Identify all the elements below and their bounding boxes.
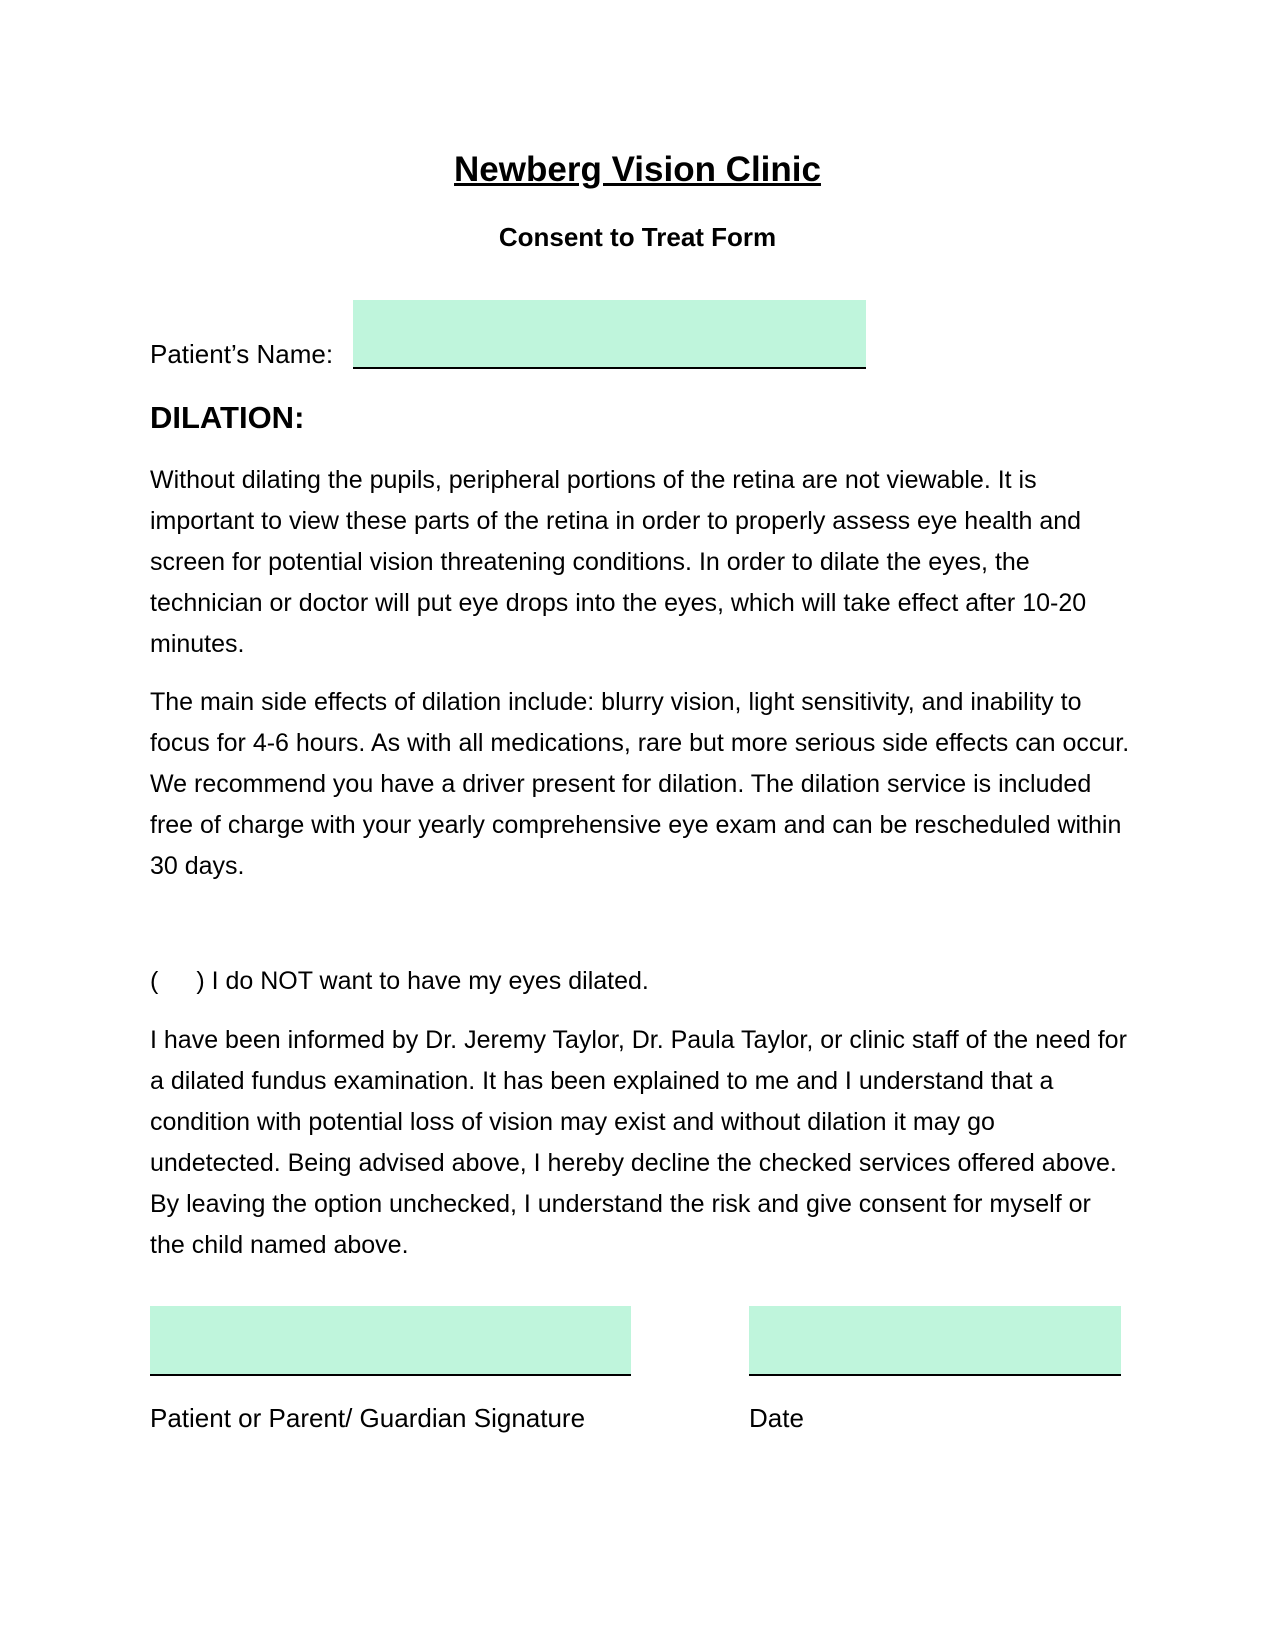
dilation-paragraph-2: The main side effects of dilation include: blurry vision, light sensitivity, and inability to focus for 4-6 hours. As with all medications, rare but more serious side effects can occur. We recommend you have a driver present for dilation. The dilation service is included free of charge with your yearly comprehensive eye exam and can be rescheduled within 30 days. (150, 688, 1130, 880)
decline-checkbox-open[interactable]: ( (150, 967, 159, 995)
patient-name-field[interactable] (353, 300, 866, 369)
date-underline (749, 1374, 1121, 1376)
clinic-name-title: Newberg Vision Clinic (454, 150, 821, 189)
dilation-paragraph-1: Without dilating the pupils, peripheral portions of the retina are not viewable. It is important to view these parts of the retina in order to properly assess eye health and screen for potential vision threatening conditions. In order to dilate the eyes, the technician or doctor will put eye drops into the eyes, which will take effect after 10-20 minutes. (150, 466, 1087, 658)
decline-checkbox-close[interactable]: ) (196, 967, 205, 995)
signature-underline (150, 1374, 631, 1376)
date-label: Date (749, 1403, 804, 1433)
decline-dilation-option[interactable] (150, 963, 649, 999)
form-title: Consent to Treat Form (498, 222, 777, 252)
date-field[interactable] (749, 1306, 1121, 1376)
consent-paragraph: I have been informed by Dr. Jeremy Taylor, Dr. Paula Taylor, or clinic staff of the need for a dilated fundus examination. It has been explained to me and I understand that a condition with potential loss of vision may exist and without dilation it may go undetected. Being advised above, I hereby decline the checked services offered above. By leaving the option unchecked, I understand the risk and give consent for myself or the child named above. (150, 1026, 1127, 1259)
decline-option-label: I do NOT want to have my eyes dilated. (211, 967, 649, 995)
patient-name-label: Patient’s Name: (150, 339, 334, 369)
dilation-heading: DILATION: (150, 400, 305, 435)
signature-field[interactable] (150, 1306, 631, 1376)
signature-label: Patient or Parent/ Guardian Signature (150, 1403, 586, 1433)
patient-name-underline (353, 367, 866, 369)
